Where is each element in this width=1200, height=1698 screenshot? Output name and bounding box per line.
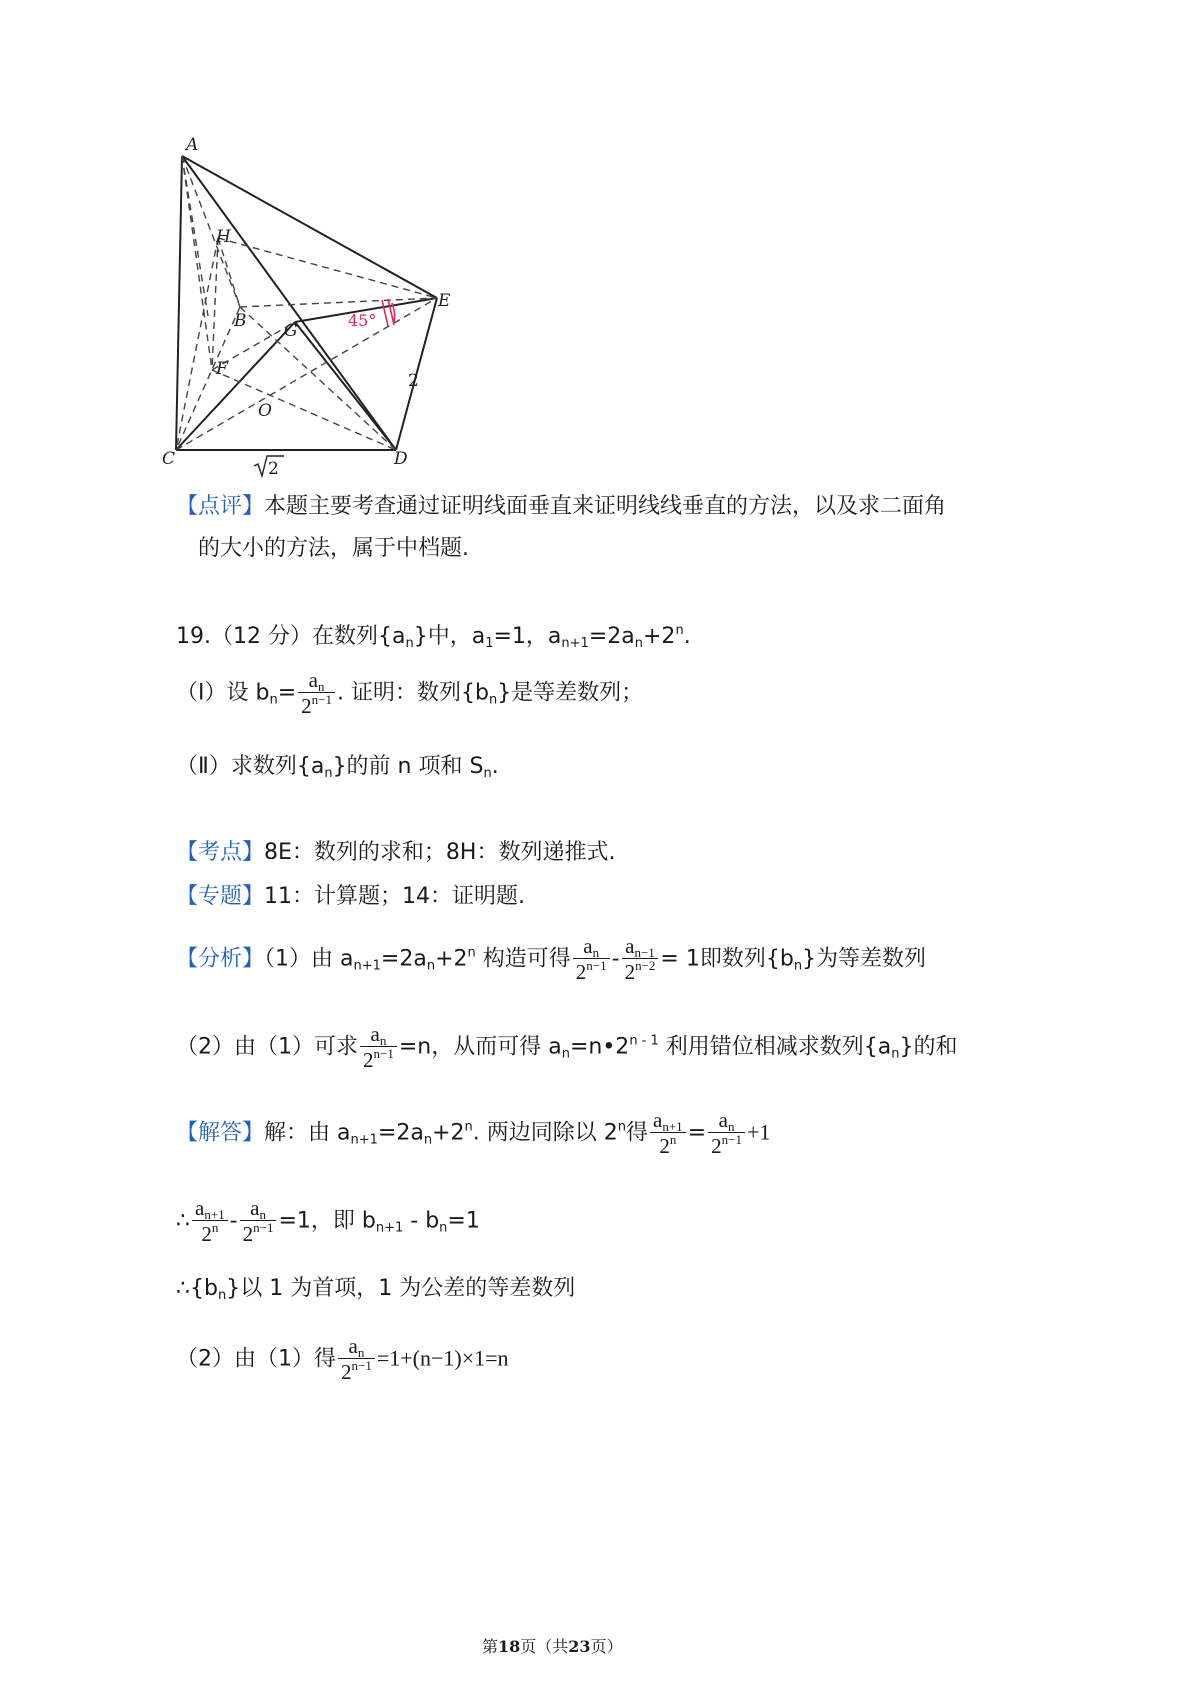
label-F: F [216,359,228,379]
label-O: O [258,401,272,421]
fraction-an-over-2n-1: $\frac{a_n}{2^{n-1}}$ [298,668,335,719]
fenxi-line-2: （2）由（1）可求 $\frac{a_n}{2^{n-1}}$ =n，从而可得 $a_n=n•2^{n - 1}$ 利用错位相减求数列$\{a_n\}$的和 [176,1022,958,1072]
jieda-line-3: $\therefore\{b_n\}$以 1 为首项，1 为公差的等差数列 [176,1276,576,1303]
label-C: C [162,449,176,469]
fenxi-line-1: 【分析】（1）由 $a_{n+1}=2a_n+2^n$ 构造可得 $\frac{a_n}{2^{n-1}}$ - $\frac{a_{n-1}}{2^{n-2}}$ = 1即数列$\{b_n\}$为等差数列 [176,934,927,984]
review-line-1: 【点评】本题主要考查通过证明线面垂直来证明线线垂直的方法，以及求二面角 [176,494,947,519]
zhuanti-tag: 【专题】 [176,884,265,909]
edge-label-ed: 2 [408,371,419,391]
zhuanti-line: 【专题】11：计算题；14：证明题. [176,884,525,909]
label-A: A [186,135,199,155]
fenxi-tag: 【分析】 [176,946,265,972]
jieda-line-1: 【解答】解：由 $a_{n+1}=2a_n+2^n$. 两边同除以 2$^n$得 $\frac{a_{n+1}}{2^n}$ = $\frac{a_n}{2^{n-1}}$ +1 [176,1108,771,1158]
edge-label-cd: 2 [268,459,279,479]
label-H: H [216,227,231,247]
angle-label: 45° [348,311,377,330]
kaodian-tag: 【考点】 [176,840,265,865]
problem-19-part-1: （Ⅰ）设 $b_n=$ $\frac{a_n}{2^{n-1}}$ . 证明：数列$\{b_n\}$是等差数列； [176,668,644,718]
jieda-line-2: ∴ $\frac{a_{n+1}}{2^n}$ - $\frac{a_n}{2^{n-1}}$ =1，即 $b_{n+1} - b_n=1$ [176,1196,480,1246]
label-D: D [394,449,408,469]
jieda-tag: 【解答】 [176,1120,265,1146]
geometry-figure [160,130,480,490]
label-G: G [284,321,298,341]
problem-19-statement: 19.（12 分）在数列$\{a_n\}$中，$a_1=1$，$a_{n+1}=2a_n+2^n$. [176,623,691,651]
label-B: B [234,311,247,331]
review-line-2: 的大小的方法，属于中档题. [198,536,469,561]
problem-19-part-2: （Ⅱ）求数列$\{a_n\}$的前 n 项和 $S_n$. [176,754,499,781]
kaodian-line: 【考点】8E：数列的求和；8H：数列递推式. [176,840,616,865]
label-E: E [438,291,451,311]
jieda-line-4: （2）由（1）得 $\frac{a_n}{2^{n-1}}$ =1+(n−1)×1=n [176,1334,509,1384]
review-tag: 【点评】 [176,494,265,519]
page-footer: 第18页（共23页） [482,1637,623,1656]
